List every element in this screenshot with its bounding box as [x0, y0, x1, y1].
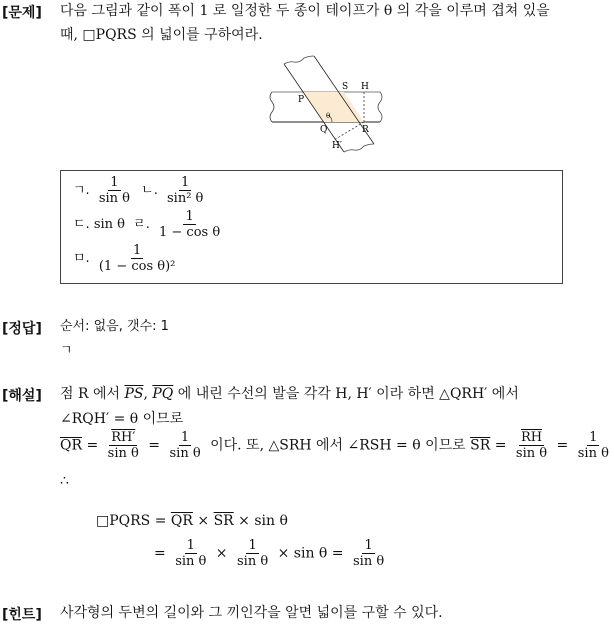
- point-H-prime: H′: [332, 141, 342, 151]
- choice-c-expr: sin θ: [93, 217, 126, 232]
- horizontal-tape-torn-right: [378, 92, 382, 122]
- horizontal-tape-torn-left: [270, 92, 274, 122]
- problem-label: [문제]: [2, 5, 42, 21]
- point-R: R: [362, 125, 369, 135]
- problem-text-line2: 때, □PQRS 의 넓이를 구하여라.: [60, 27, 263, 43]
- point-S: S: [342, 82, 349, 92]
- vector-PS: $\overline{PS}$: [124, 386, 144, 402]
- solution-line3: $\overline{QR}$ = $\frac{RH'}{\text{sin θ}}$ = $\frac{1}{\text{sin θ}}$ 이다. 또, △SRH 에서 ∠RSH = θ 이므로 $\overline{SR}$ = $\frac{\overline{RH}}{\text{sin θ}}$ = $\frac{1}{\text{sin θ}}$: [60, 430, 609, 461]
- equation-line1: □PQRS = $\overline{QR} \times \overline{SR} \times \sin \theta$: [96, 513, 288, 529]
- choice-a-marker: ㄱ.: [73, 183, 90, 198]
- point-H: H: [361, 82, 369, 92]
- solution-label: [해설]: [2, 388, 42, 404]
- therefore-symbol: ∴: [60, 473, 69, 489]
- answer-line1: 순서: 없음, 갯수: 1: [60, 319, 169, 334]
- point-P: P: [298, 95, 305, 105]
- equation-line2: = $\frac{1}{\text{sin θ}}$ × $\frac{1}{\text{sin θ}}$ × sin θ = $\frac{1}{\text{sin θ}}$: [154, 538, 385, 569]
- choice-b-fraction: $\frac{1}{\text{sin² θ}}$: [167, 175, 204, 206]
- answer-line2: ㄱ: [60, 343, 73, 358]
- choice-c-marker: ㄷ.: [73, 217, 90, 232]
- choice-d-marker: ㄹ.: [133, 217, 150, 232]
- choice-c-d: [73, 209, 225, 240]
- choice-b-marker: ㄴ.: [141, 183, 158, 198]
- choices-box: [60, 170, 563, 284]
- hint-text: 사각형의 두변의 길이와 그 끼인각을 알면 넓이를 구할 수 있다.: [60, 605, 443, 621]
- vector-PQ: $\overline{PQ}$: [152, 386, 174, 402]
- theta-label: θ: [326, 112, 331, 120]
- choice-e-marker: ㅁ.: [73, 251, 90, 266]
- answer-label: [정답]: [2, 321, 42, 337]
- problem-text-line1: 다음 그림과 같이 폭이 1 로 일정한 두 종이 테이프가 θ 의 각을 이루며 겹쳐 있을: [60, 3, 550, 19]
- solution-line2: ∠RQH′ = θ 이므로: [60, 411, 184, 427]
- solution-line1: 점 R 에서 $\overline{PS}$, $\overline{PQ}$ 에 내린 수선의 발을 각각 H, H′ 이라 하면 △QRH′ 에서: [60, 386, 519, 402]
- choice-a-fraction: $\frac{1}{\text{sin θ}}$: [98, 175, 131, 206]
- point-Q: Q: [320, 125, 328, 135]
- choice-d-fraction: $\frac{1}{\text{1 − cos θ}}$: [159, 209, 221, 240]
- tape-figure: [262, 54, 392, 154]
- choice-e: [73, 243, 180, 274]
- slanted-tape-torn-bottom: [344, 144, 374, 152]
- hint-label: [힌트]: [2, 607, 42, 623]
- slanted-tape-torn-top: [284, 56, 314, 64]
- choice-a: [73, 175, 208, 206]
- perpendicular-RH-prime: [334, 122, 364, 140]
- choice-e-fraction: $\frac{1}{\text{(1 − cos θ)²}}$: [98, 243, 176, 274]
